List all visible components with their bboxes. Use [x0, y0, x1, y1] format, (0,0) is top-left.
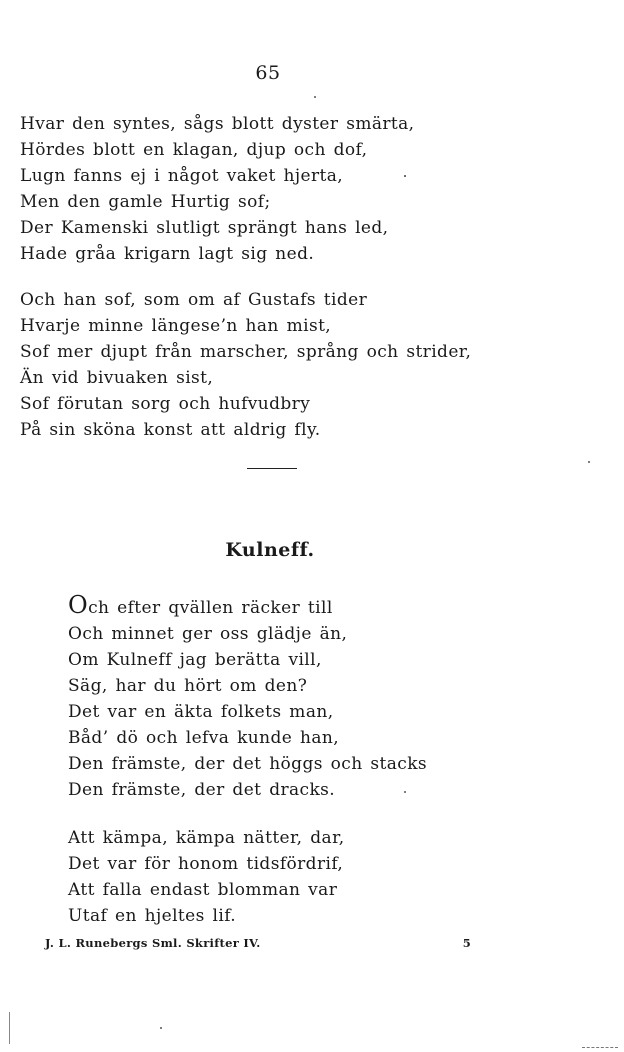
verse-line: Hvar den syntes, sågs blott dyster smärta, [20, 114, 415, 134]
verse-line: Lugn fanns ej i något vaket hjerta, [20, 166, 344, 186]
verse-line: Och efter qvällen räcker till [68, 591, 333, 619]
verse-line: Utaf en hjeltes lif. [68, 906, 237, 926]
verse-line: Säg, har du hört om den? [68, 676, 308, 696]
verse-line: Att falla endast blomman var [68, 880, 338, 900]
scan-edge-dash [582, 1047, 618, 1048]
verse-line: Hvarje minne längese’n han mist, [20, 316, 332, 336]
print-speck [314, 96, 316, 98]
verse-line: Sof mer djupt från marscher, språng och strider, [20, 342, 472, 362]
footer-credit: J. L. Runebergs Sml. Skrifter IV. [45, 936, 261, 950]
verse-line: Den främste, der det höggs och stacks [68, 754, 428, 774]
verse-line: Än vid bivuaken sist, [20, 368, 214, 388]
verse-line: Om Kulneff jag berätta vill, [68, 650, 322, 670]
verse-line: Hördes blott en klagan, djup och dof, [20, 140, 368, 160]
poem-title: Kulneff. [225, 539, 315, 561]
signature-mark: 5 [462, 936, 471, 950]
page-footer [45, 936, 471, 950]
print-speck [588, 461, 590, 463]
poem1-stanza-1 [20, 111, 415, 267]
verse-line: Och minnet ger oss glädje än, [68, 624, 348, 644]
verse-line: Der Kamenski slutligt sprängt hans led, [20, 218, 389, 238]
verse-line: Det var en äkta folkets man, [68, 702, 334, 722]
verse-line: Att kämpa, kämpa nätter, dar, [68, 828, 345, 848]
verse-line: Det var för honom tidsfördrif, [68, 854, 344, 874]
verse-line: Men den gamle Hurtig sof; [20, 192, 271, 212]
poem1-stanza-2 [20, 287, 471, 443]
verse-line: Hade gråa krigarn lagt sig ned. [20, 244, 315, 264]
verse-line: På sin sköna konst att aldrig fly. [20, 420, 321, 440]
print-speck [160, 1027, 162, 1029]
poem2-stanza-2 [68, 825, 345, 929]
verse-line: Den främste, der det dracks. [68, 780, 336, 800]
scan-edge-mark [9, 1012, 10, 1044]
section-divider [247, 468, 297, 469]
print-speck [404, 791, 406, 793]
verse-line: Sof förutan sorg och hufvudbry [20, 394, 311, 414]
poem2-stanza-1 [68, 592, 427, 803]
page-number: 65 [255, 62, 281, 84]
verse-line: Och han sof, som om af Gustafs tider [20, 290, 368, 310]
print-speck [404, 175, 406, 177]
verse-line: Båd’ dö och lefva kunde han, [68, 728, 340, 748]
